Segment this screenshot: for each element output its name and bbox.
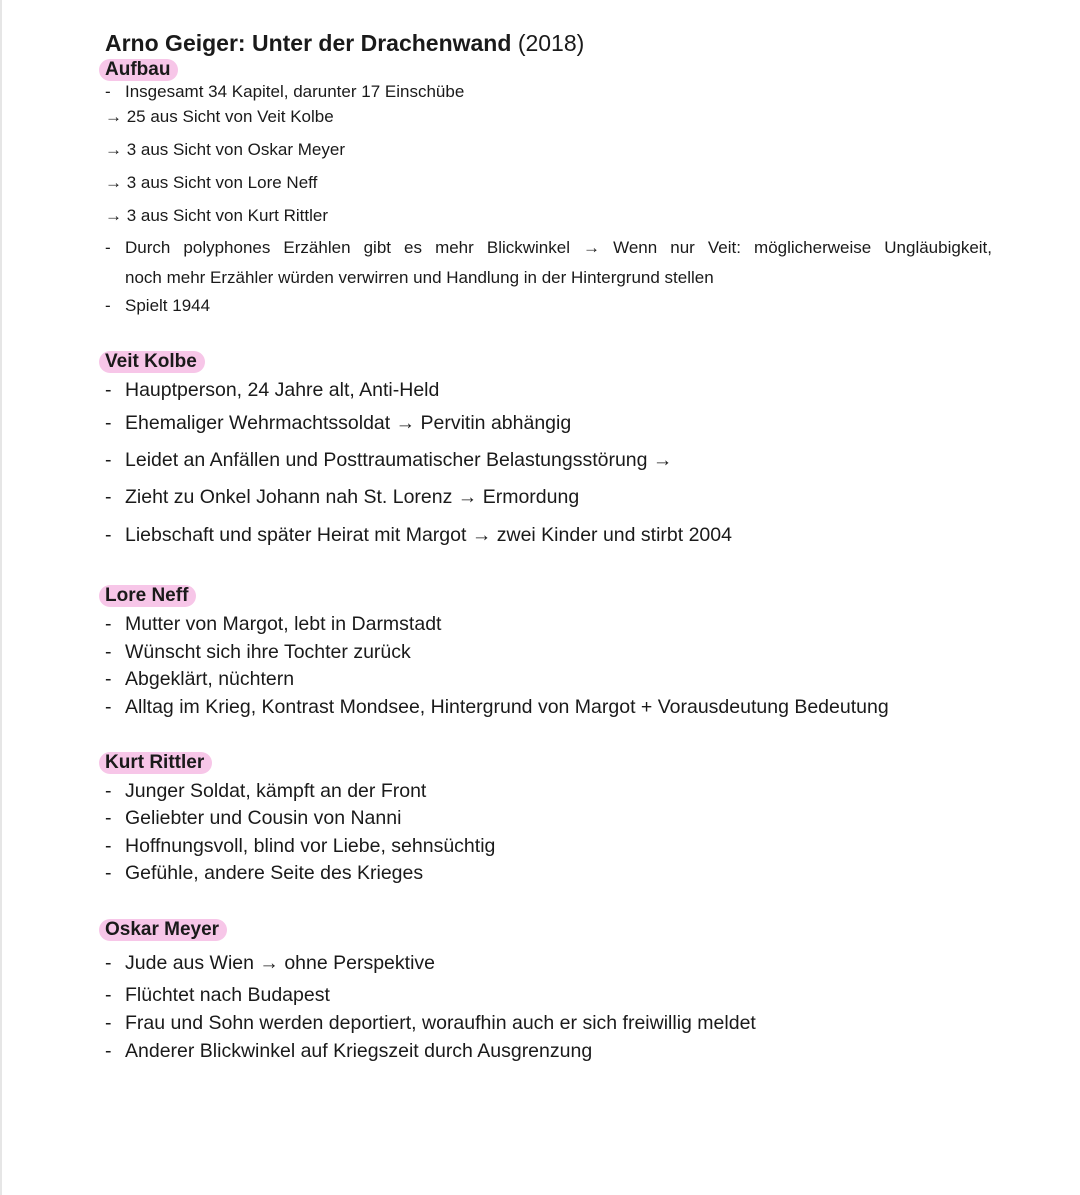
aufbau-poly-line1: Durch polyphones Erzählen gibt es mehr Blickwinkel → Wenn nur Veit: möglicherweise Ungläubigkeit,: [125, 238, 992, 257]
list-item: - Mutter von Margot, lebt in Darmstadt: [105, 613, 442, 635]
aufbau-poly-line2: noch mehr Erzähler würden verwirren und Handlung in der Hintergrund stellen: [125, 268, 714, 287]
section-heading-oskar-meyer: Oskar Meyer: [105, 919, 227, 941]
list-item: - Flüchtet nach Budapest: [105, 984, 330, 1006]
list-item: - Geliebter und Cousin von Nanni: [105, 807, 402, 829]
list-item: - Anderer Blickwinkel auf Kriegszeit durch Ausgrenzung: [105, 1040, 593, 1062]
list-item: - Gefühle, andere Seite des Krieges: [105, 862, 424, 884]
aufbau-arrow-item: → 3 aus Sicht von Kurt Rittler: [105, 206, 328, 225]
section-heading-aufbau: Aufbau: [105, 59, 178, 81]
list-item: - Wünscht sich ihre Tochter zurück: [105, 641, 411, 663]
list-item: - Hoffnungsvoll, blind vor Liebe, sehnsüchtig: [105, 835, 496, 857]
aufbau-arrow-item: → 3 aus Sicht von Oskar Meyer: [105, 140, 345, 159]
list-item: - Ehemaliger Wehrmachtssoldat → Pervitin abhängig: [105, 412, 572, 434]
title-year: (2018): [517, 30, 585, 56]
list-item: - Jude aus Wien → ohne Perspektive: [105, 952, 436, 974]
aufbau-item: - Spielt 1944: [105, 296, 211, 315]
aufbau-bullet-dash: -: [105, 238, 111, 257]
section-heading-veit-kolbe: Veit Kolbe: [105, 351, 205, 373]
aufbau-arrow-item: → 25 aus Sicht von Veit Kolbe: [105, 107, 334, 126]
list-item: - Zieht zu Onkel Johann nah St. Lorenz → Ermordung: [105, 486, 580, 508]
section-heading-kurt-rittler: Kurt Rittler: [105, 752, 212, 774]
list-item: - Frau und Sohn werden deportiert, woraufhin auch er sich freiwillig meldet: [105, 1012, 756, 1034]
list-item: - Alltag im Krieg, Kontrast Mondsee, Hintergrund von Margot + Vorausdeutung Bedeutung: [105, 696, 889, 718]
list-item: - Leidet an Anfällen und Posttraumatischer Belastungsstörung →: [105, 449, 673, 471]
list-item: - Junger Soldat, kämpft an der Front: [105, 780, 427, 802]
list-item: - Abgeklärt, nüchtern: [105, 668, 295, 690]
list-item: - Liebschaft und später Heirat mit Margot → zwei Kinder und stirbt 2004: [105, 524, 732, 546]
aufbau-item: - Insgesamt 34 Kapitel, darunter 17 Einschübe: [105, 82, 465, 101]
section-heading-lore-neff: Lore Neff: [105, 585, 196, 607]
title-main: Arno Geiger: Unter der Drachenwand: [105, 30, 512, 56]
aufbau-arrow-item: → 3 aus Sicht von Lore Neff: [105, 173, 318, 192]
list-item: - Hauptperson, 24 Jahre alt, Anti-Held: [105, 379, 440, 401]
document-title: [105, 28, 584, 58]
